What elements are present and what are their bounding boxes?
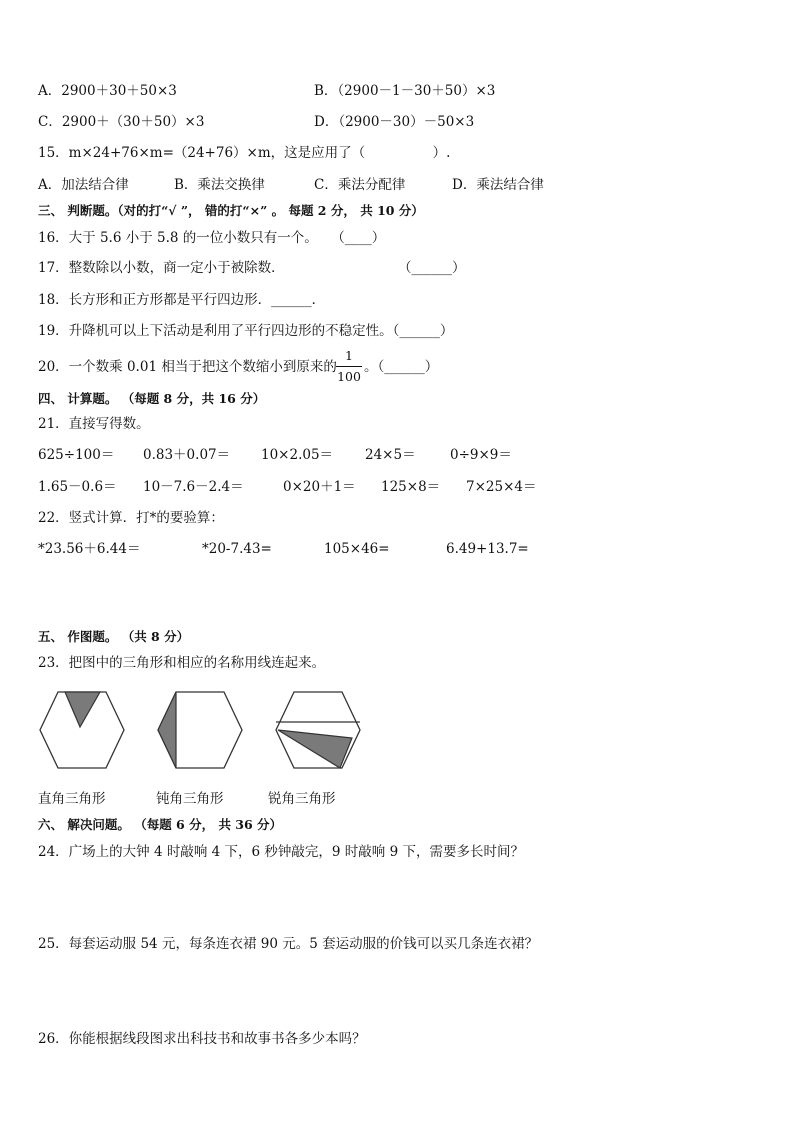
q22-item: 6.49+13.7= — [446, 541, 529, 557]
q23-label-acute-triangle: 锐角三角形 — [268, 791, 336, 807]
q23-label-obtuse-triangle: 钝角三角形 — [156, 791, 224, 807]
q14-option-c: C．2900＋（30＋50）×3 — [38, 114, 205, 130]
q17-text: 17．整数除以小数，商一定小于被除数． — [38, 260, 285, 276]
q15-option-c: C．乘法分配律 — [314, 177, 406, 193]
q21-r1-item: 24×5＝ — [365, 447, 416, 463]
q21-r2-item: 10－7.6－2.4＝ — [143, 479, 244, 495]
q21-r2-item: 1.65－0.6＝ — [38, 479, 117, 495]
hexagon-figure-2 — [158, 692, 242, 768]
q14-option-b: B．（2900－1－30＋50）×3 — [314, 83, 496, 99]
q21-r2-item: 125×8＝ — [381, 479, 441, 495]
q23-label-right-triangle: 直角三角形 — [38, 791, 106, 807]
q20-fraction-numerator: 1 — [345, 348, 353, 363]
q26-text: 26．你能根据线段图求出科技书和故事书各多少本吗？ — [38, 1031, 366, 1047]
section-3-title: 三、 判断题。（对的打“√ ”， 错的打“×” 。 每题 2 分， 共 10 分） — [38, 203, 424, 218]
hexagon-outline — [276, 692, 360, 768]
q22-item: *23.56＋6.44＝ — [38, 541, 141, 557]
q20-text-after: 。（______） — [364, 359, 439, 375]
q21-stem: 21．直接写得数。 — [38, 416, 150, 432]
q24-text: 24．广场上的大钟 4 时敲响 4 下，6 秒钟敲完，9 时敲响 9 下，需要多长时间？ — [38, 844, 524, 860]
q18-text: 18．长方形和正方形都是平行四边形．______． — [38, 292, 326, 308]
section-5-title: 五、 作图题。 （共 8 分） — [38, 629, 190, 644]
q21-r1-item: 0.83＋0.07＝ — [143, 447, 231, 463]
q16-text: 16．大于 5.6 小于 5.8 的一位小数只有一个。 （____） — [38, 230, 386, 246]
q20-fraction-denominator: 100 — [337, 369, 361, 384]
section-6-title: 六、 解决问题。 （每题 6 分， 共 36 分） — [38, 817, 283, 832]
q23-stem: 23．把图中的三角形和相应的名称用线连起来。 — [38, 655, 326, 671]
q21-r1-item: 625÷100＝ — [38, 447, 115, 463]
q21-r1-item: 10×2.05＝ — [261, 447, 334, 463]
q20-text-before: 20．一个数乘 0.01 相当于把这个数缩小到原来的 — [38, 359, 337, 375]
q21-r1-item: 0÷9×9＝ — [450, 447, 512, 463]
q14-option-d: D．（2900－30）－50×3 — [314, 114, 475, 130]
q22-stem: 22．竖式计算．打*的要验算： — [38, 510, 224, 526]
q15-stem: 15．m×24+76×m=（24+76）×m，这是应用了（ ）. — [38, 145, 451, 161]
q25-text: 25．每套运动服 54 元，每条连衣裙 90 元。5 套运动服的价钱可以买几条连衣裙？ — [38, 936, 539, 952]
shaded-triangle — [158, 692, 176, 768]
q15-option-b: B．乘法交换律 — [174, 177, 265, 193]
q19-text: 19．升降机可以上下活动是利用了平行四边形的不稳定性。（______） — [38, 323, 454, 339]
q21-r2-item: 7×25×4＝ — [466, 479, 537, 495]
q14-option-a: A．2900＋30＋50×3 — [38, 83, 177, 99]
q21-r2-item: 0×20＋1＝ — [283, 479, 356, 495]
q15-option-d: D．乘法结合律 — [452, 177, 544, 193]
q17-answer-blank: （______） — [398, 260, 466, 276]
hexagon-figure-3 — [276, 692, 360, 768]
hexagon-figure-1 — [40, 692, 124, 768]
q22-item: *20-7.43= — [202, 541, 272, 557]
q22-item: 105×46= — [324, 541, 390, 557]
q15-option-a: A．加法结合律 — [38, 177, 129, 193]
shaded-triangle — [65, 692, 100, 727]
shaded-triangle — [278, 730, 352, 768]
section-4-title: 四、 计算题。 （每题 8 分，共 16 分） — [38, 391, 266, 406]
